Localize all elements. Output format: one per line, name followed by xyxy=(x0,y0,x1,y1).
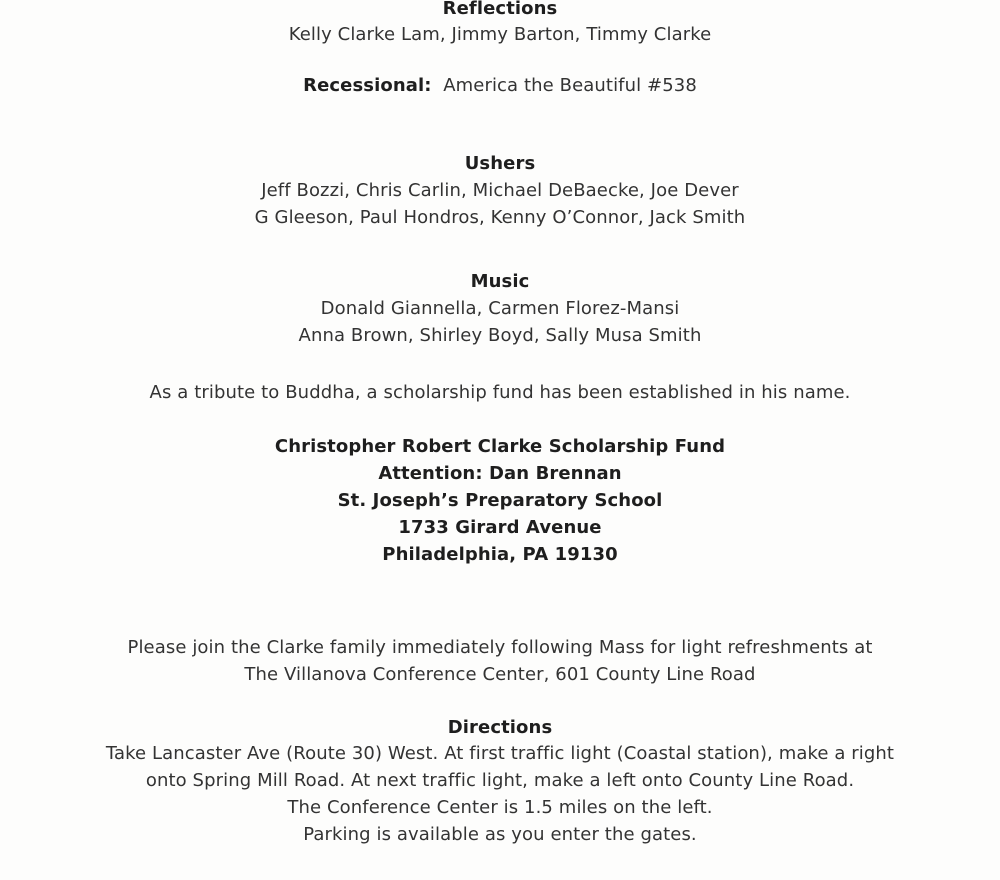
scholarship-street: 1733 Girard Avenue xyxy=(398,517,602,538)
directions-line-4: Parking is available as you enter the gates. xyxy=(303,824,697,845)
reflections-names: Kelly Clarke Lam, Jimmy Barton, Timmy Clarke xyxy=(288,24,712,45)
scholarship-school: St. Joseph’s Preparatory School xyxy=(337,490,663,511)
scholarship-city: Philadelphia, PA 19130 xyxy=(382,544,618,565)
music-line-1: Donald Giannella, Carmen Florez-Mansi xyxy=(320,298,680,319)
recessional-hymn: America the Beautiful #538 xyxy=(443,75,697,96)
music-heading: Music xyxy=(470,271,530,292)
scholarship-attention: Attention: Dan Brennan xyxy=(378,463,622,484)
directions-line-1: Take Lancaster Ave (Route 30) West. At first traffic light (Coastal station), make a right xyxy=(105,743,895,764)
ushers-line-1: Jeff Bozzi, Chris Carlin, Michael DeBaecke, Joe Dever xyxy=(261,180,739,201)
directions-line-3: The Conference Center is 1.5 miles on the left. xyxy=(287,797,713,818)
reflections-heading: Reflections xyxy=(442,0,558,19)
reception-line-2: The Villanova Conference Center, 601 County Line Road xyxy=(244,664,756,685)
directions-heading: Directions xyxy=(447,717,553,738)
ushers-heading: Ushers xyxy=(464,153,536,174)
tribute-text: As a tribute to Buddha, a scholarship fund has been established in his name. xyxy=(149,382,851,403)
ushers-line-2: G Gleeson, Paul Hondros, Kenny O’Connor, Jack Smith xyxy=(254,207,746,228)
directions-line-2: onto Spring Mill Road. At next traffic light, make a left onto County Line Road. xyxy=(145,770,855,791)
music-line-2: Anna Brown, Shirley Boyd, Sally Musa Smith xyxy=(298,325,702,346)
scholarship-fund-name: Christopher Robert Clarke Scholarship Fund xyxy=(274,436,726,457)
recessional-line xyxy=(0,73,1000,99)
recessional-label: Recessional: xyxy=(303,75,432,96)
reception-line-1: Please join the Clarke family immediately following Mass for light refreshments at xyxy=(127,637,873,658)
